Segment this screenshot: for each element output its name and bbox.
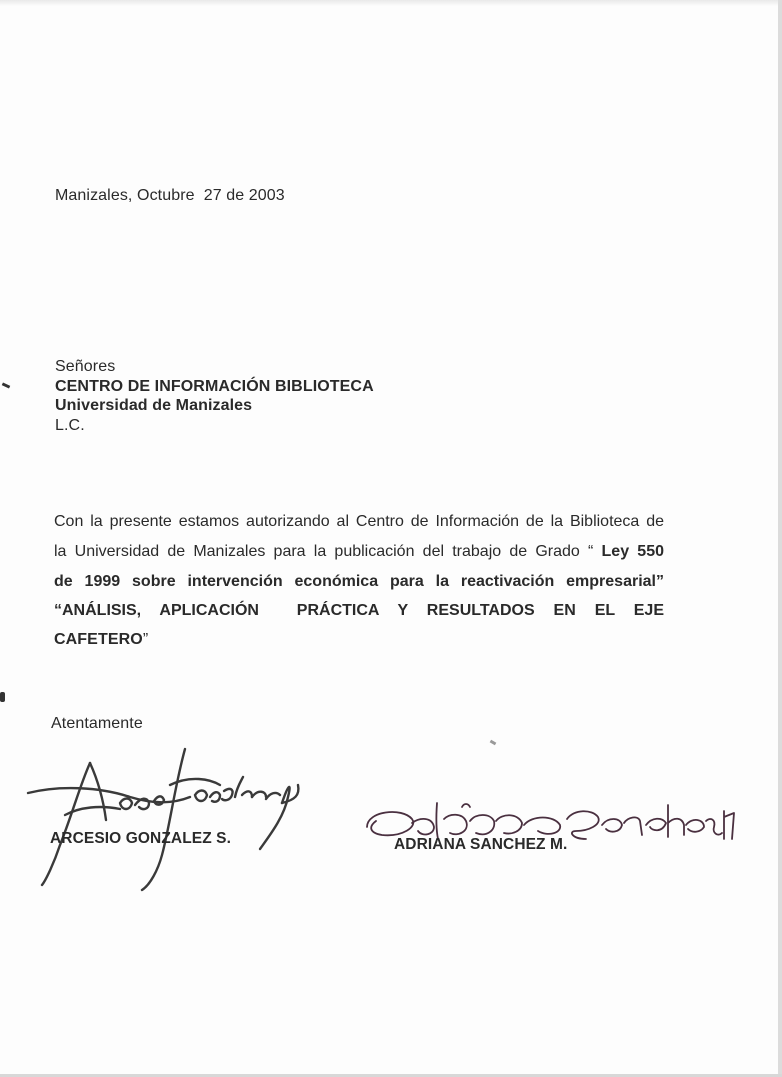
signatory-2-name: ADRIANA SANCHEZ M. (394, 836, 568, 853)
body-line-5-bold: CAFETERO (54, 631, 143, 648)
body-line-5 (54, 631, 148, 649)
body-line-2-text: la Universidad de Manizales para la publicación del trabajo de Grado “ (54, 543, 594, 560)
body-line-1: Con la presente estamos autorizando al Centro de Información de la Biblioteca de (54, 513, 664, 530)
scan-speck (0, 692, 5, 702)
scan-speck (490, 740, 497, 746)
body-line-2-bold: Ley 550 (601, 543, 664, 560)
recipient-line-3: L.C. (55, 417, 85, 434)
recipient-salutation: Señores (55, 358, 116, 375)
signature-arcesio (20, 745, 310, 895)
closing: Atentamente (51, 715, 143, 732)
scan-speck (2, 382, 11, 388)
signatory-1-name: ARCESIO GONZALEZ S. (50, 830, 232, 847)
letter-date: Manizales, Octubre 27 de 2003 (55, 187, 285, 204)
body-line-5-suffix: ” (142, 631, 149, 648)
scan-edge-top (0, 0, 782, 6)
scan-edge-right (778, 0, 782, 1077)
recipient-line-2: Universidad de Manizales (55, 397, 253, 414)
body-line-4: “ANÁLISIS, APLICACIÓN PRÁCTICA Y RESULTADOS EN EL EJE (54, 602, 664, 619)
recipient-line-1: CENTRO DE INFORMACIÓN BIBLIOTECA (55, 378, 374, 395)
body-line-3: de 1999 sobre intervención económica para la reactivación empresarial” (54, 573, 664, 590)
body-line-2 (54, 543, 664, 561)
